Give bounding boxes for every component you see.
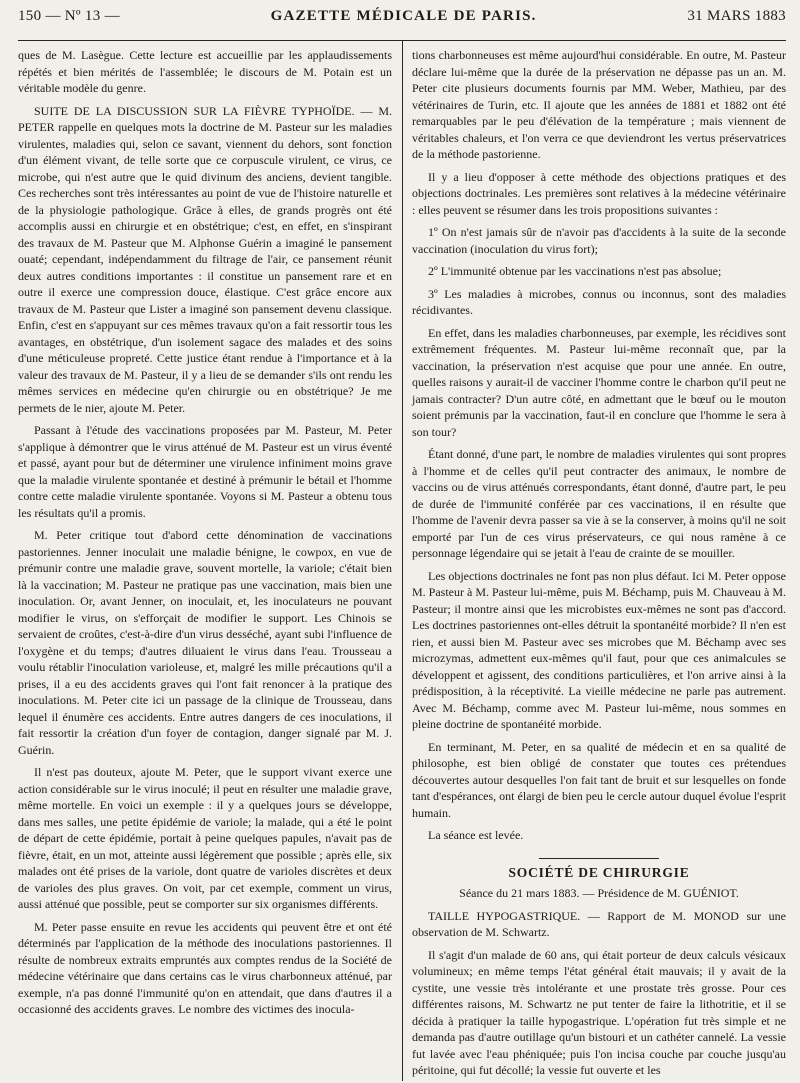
left-column [18,41,402,1081]
list-item: 3º Les maladies à microbes, connus ou inconnus, sont des maladies récidivantes. [412,286,786,317]
journal-title: GAZETTE MÉDICALE DE PARIS. [270,8,537,24]
paragraph: SUITE DE LA DISCUSSION SUR LA FIÈVRE TYPHOÏDE. — M. PETER rappelle en quelques mots la doctrine de M. Pasteur sur les maladies virulentes, maladies qui, selon ce savant, viennent du dehors, sont fonction d'un élément vivant, de telle sorte que ce corpuscule virulent, ce virus, ce microbe, qui n'est autre que le quid divinum des anciens, devient tangible. Ces recherches sont très intéressantes au point de vue de l'histoire naturelle et de la physiologie pathologique. Grâce à elles, de grands progrès ont été accomplis aussi en chirurgie et en obstétrique; c'est, en effet, en s'inspirant des travaux de M. Pasteur que M. Alphonse Guérin a imaginé le pansement ouaté; cependant, indépendamment du filtrage de l'air, ce pansement réunit deux autres conditions importantes : il constitue un pansement rare et en outre il exerce une compression douce, élastique. C'est grâce encore aux travaux de M. Pasteur que Lister a imaginé son pansement devenu classique. Enfin, c'est en s'appuyant sur ces mêmes travaux qu'on a fait ressortir tous les avantages, en obstétrique, d'un isolement sagace des malades et des soins d'une méticuleuse propreté. Cette justice étant rendue à l'importance et à la valeur des travaux de M. Pasteur, il y a lieu de se demander s'ils ont rendu les mêmes services en médecine qu'en chirurgie ou en obstétrique? Je me permets de le nier, ajoute M. Peter. [18,103,392,415]
page-number: 150 — Nº 13 — [18,8,120,24]
paragraph: tions charbonneuses est même aujourd'hui considérable. En outre, M. Pasteur déclare lui-même que la durée de la préservation ne dépasse pas un an. M. Peter cite plusieurs documents fournis par MM. Weber, Mathieu, par des vétérinaires de Turin, etc. Il ajoute que les années de 1881 et 1882 ont été remarquables par le peu d'élévation de la température ; mais viennent de véritables chaleurs, et l'on verra ce que deviendront les vertus préservatrices de la méthode pastorienne. [412,48,786,161]
paragraph: En terminant, M. Peter, en sa qualité de médecin et en sa qualité de philosophe, est bien obligé de constater que toutes ces prétendues découvertes autour desquelles l'on fait tant de bruit et sur lesquelles on fonde tant d'espérances, ont élargi de bien peu le cercle autour duquel évolue l'esprit humain. [412,739,786,820]
paragraph: M. Peter critique tout d'abord cette dénomination de vaccinations pastoriennes. Jenner inoculait une maladie bénigne, le cowpox, en vue de prémunir contre une maladie grave, souvent mortelle, la variole; c'était bien là la vaccination; M. Pasteur ne pratique pas une vaccination, mais bien une inoculation. Or, avant Jenner, on inoculait, et, les inoculateurs ne pouvant modifier le virus, on s'efforçait de modifier le support. Les Chinois se servaient de croûtes, c'est-à-dire d'un virus desséché, ayant subi l'influence de l'oxygène et du temps; d'autres diluaient le virus dans l'eau. Trousseau a voulu rétablir l'inoculation varioleuse, et, malgré les mille précautions qu'il a prises, il a eu des accidents graves qui l'ont fait renoncer à la pratique des inoculations. M. Peter cite ici un passage de la clinique de Trousseau, dans lequel il énumère ces accidents. Entre autres dangers de ces inoculations, il fait ressortir la création d'un foyer de contagion, danger signalé par M. J. Guérin. [18,528,392,757]
paragraph: La séance est levée. [428,828,524,842]
section-rule [539,858,659,859]
list-item: 1º On n'est jamais sûr de n'avoir pas d'accidents à la suite de la seconde vaccination (inoculation du virus fort); [412,225,786,256]
paragraph: Il n'est pas douteux, ajoute M. Peter, que le support vivant exerce une action considérable sur le virus inoculé; il peut en résulter une maladie grave, même mortelle. En voici un exemple : il y a quelques jours se développe, dans mes salles, une petite épidémie de variole; la malade, qui a été le point de départ de cette épidémie, portait à peine quelques papules, n'avait pas de fièvre, était, en un mot, atteinte aussi légèrement que possible ; après elle, six malades ont été prises de la variole, dont quatre de varioles discrètes et deux de varioles des plus graves. On voit, par cet exemple, comment un virus, aussi atténué que possible, peut se comporter sur six organismes différents. [18,765,392,911]
page-header [18,0,786,40]
paragraph: Étant donné, d'une part, le nombre de maladies virulentes qui sont propres à l'homme et de celles qu'il peut contracter des animaux, le nombre de vaccins ou de virus atténués correspondants, étant donné, d'autre part, le peu de durée de l'immunité conférée par ces vaccinations, il en résulte que l'homme de l'avenir devra passer sa vie à se la conserver, à moins qu'il ne soit emporté par l'un de ces virus préservateurs, ce qui nous ramène à ce personnage légendaire qui se jetait à l'eau de crainte de se mouiller. [412,447,786,560]
paragraph: Passant à l'étude des vaccinations proposées par M. Pasteur, M. Peter s'applique à démontrer que le virus atténué de M. Pasteur est un virus éventé et passé, ayant pour but de déterminer une virulence infiniment moins grave que la maladie virulente spontanée et destiné à prémunir le bétail et l'homme contre cette maladie virulente spontanée. Voyons si M. Pasteur a obtenu tous les résultats qu'il a promis. [18,423,392,520]
paragraph: Les objections doctrinales ne font pas non plus défaut. Ici M. Peter oppose M. Pasteur à M. Pasteur lui-même, puis M. Béchamp, puis M. Chauveau à M. Pasteur; il montre ainsi que les microbistes eux-mêmes ne sont pas d'accord. Les doctrines pastoriennes ont-elles détruit la spontanéité morbide? Il n'en est rien, et aussi bien M. Pasteur avec ses microbes que M. Béchamp avec ses microzymas, admettent eux-mêmes qu'il faut, pour que ces animalcules se développent et agissent, des conditions particulières, et l'on arrive ainsi à la prédisposition, à la réceptivité. La vieille médecine ne parle pas autrement. Avec M. Béchamp, comme avec M. Pasteur lui-même, nous sommes en pleine doctrine de spontanéité morbide. [412,568,786,731]
paragraph: Il y a lieu d'opposer à cette méthode des objections pratiques et des objections doctrinales. Les premières sont relatives à la médecine vétérinaire : elles peuvent se résumer dans les trois propositions suivantes : [412,169,786,217]
column-divider [402,41,403,1081]
right-column [402,41,786,1081]
columns [18,41,786,1081]
paragraph: ques de M. Lasègue. Cette lecture est accueillie par les applaudissements répétés et bien mérités de l'assemblée; le discours de M. Potain est un véritable modèle du genre. [18,48,392,95]
paragraph: M. Peter passe ensuite en revue les accidents qui peuvent être et ont été déterminés par l'application de la méthode des inoculations pastoriennes. Il résulte de nombreux extraits empruntés aux comptes rendus de la Société de médecine vétérinaire que dans certains cas le virus charbonneux atténué, par exemple, n'a pas donné l'immunité qu'on en attendait, que dans d'autres il a occasionné des accidents graves. Le nombre des victimes des inocula- [18,919,392,1016]
paragraph: TAILLE HYPOGASTRIQUE. — Rapport de M. MONOD sur une observation de M. Schwartz. [412,908,786,939]
section-title: SOCIÉTÉ DE CHIRURGIE [508,864,690,880]
issue-date: 31 MARS 1883 [687,8,786,24]
paragraph: En effet, dans les maladies charbonneuses, par exemple, les récidives sont extrêmement fréquentes. M. Pasteur lui-même reconnaît que, par la vaccination, la préservation n'est acquise que pour une année. En outre, quelles raisons y aurait-il de vacciner l'homme contre le charbon qu'il peut ne jamais contracter? D'un autre côté, en admettant que le bœuf ou le mouton soient prémunis par la vaccination, faut-il en conclure que l'homme le sera à son tour? [412,325,786,439]
section-subtitle: Séance du 21 mars 1883. — Présidence de M. GUÉNIOT. [459,886,739,900]
list-item: 2º L'immunité obtenue par les vaccinations n'est pas absolue; [428,264,722,278]
paragraph: Il s'agit d'un malade de 60 ans, qui était porteur de deux calculs vésicaux volumineux; en même temps l'état général était mauvais; il y avait de la cystite, une vessie très intolérante et une prostate très grosse. Pour ces différentes raisons, M. Schwartz ne put tenter de faire la lithotritie, et il se décida à pratiquer la taille hypogastrique. L'opération fut très simple et ne demanda pas d'autre outillage qu'un bistouri et un cathéter cannelé. La vessie fut lavée avec l'eau phéniquée; puis l'on incisa couche par couche jusqu'au péritoine, qui fut décollé; la vessie fut ouverte et les [412,947,786,1077]
